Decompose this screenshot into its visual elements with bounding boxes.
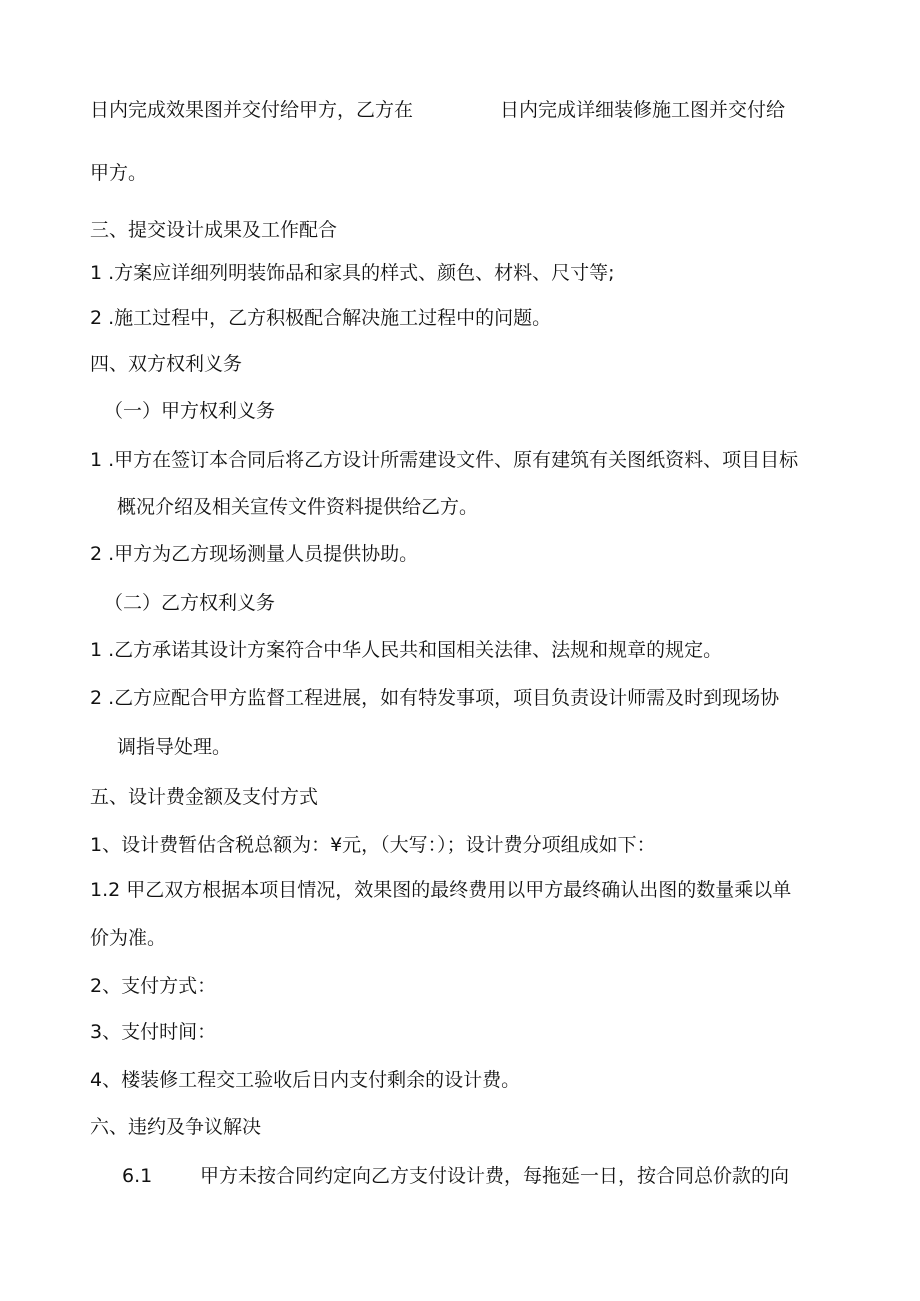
clause-number: 6.1 — [122, 1165, 153, 1187]
list-item-continuation: 调指导处理。 — [117, 736, 232, 758]
section-heading: 三、提交设计成果及工作配合 — [90, 219, 338, 241]
section-heading: 五、设计费金额及支付方式 — [90, 786, 319, 808]
list-item: 2 .施工过程中，乙方积极配合解决施工过程中的问题。 — [90, 307, 552, 329]
subsection-heading: （一）甲方权利义务 — [104, 400, 276, 422]
subsection-heading: （二）乙方权利义务 — [104, 592, 276, 614]
paragraph-line: 日内完成详细装修施工图并交付给 — [500, 99, 786, 121]
section-heading: 六、违约及争议解决 — [90, 1116, 262, 1138]
list-item: 3、支付时间： — [90, 1021, 217, 1043]
clause-text: 甲方未按合同约定向乙方支付设计费，每拖延一日，按合同总价款的向 — [200, 1165, 790, 1187]
list-item-continuation: 概况介绍及相关宣传文件资料提供给乙方。 — [117, 496, 479, 518]
list-item: 1.2 甲乙双方根据本项目情况，效果图的最终费用以甲方最终确认出图的数量乘以单 — [90, 879, 792, 901]
list-item: 2 .乙方应配合甲方监督工程进展，如有特发事项，项目负责设计师需及时到现场协 — [90, 687, 780, 709]
list-item: 2 .甲方为乙方现场测量人员提供协助。 — [90, 543, 419, 565]
list-item-continuation: 价为准。 — [90, 927, 167, 949]
list-item: 2、支付方式： — [90, 975, 217, 997]
list-item: 4、楼装修工程交工验收后日内支付剩余的设计费。 — [90, 1069, 521, 1091]
list-item: 1 .方案应详细列明装饰品和家具的样式、颜色、材料、尺寸等; — [90, 262, 615, 284]
paragraph-line: 日内完成效果图并交付给甲方，乙方在 — [90, 99, 414, 121]
list-item: 1 .甲方在签订本合同后将乙方设计所需建设文件、原有建筑有关图纸资料、项目目标 — [90, 449, 799, 471]
section-heading: 四、双方权利义务 — [90, 353, 243, 375]
paragraph-line: 甲方。 — [90, 162, 148, 184]
list-item: 1、设计费暂估含税总额为：¥元，（大写：）；设计费分项组成如下： — [90, 834, 656, 856]
list-item: 1 .乙方承诺其设计方案符合中华人民共和国相关法律、法规和规章的规定。 — [90, 639, 723, 661]
